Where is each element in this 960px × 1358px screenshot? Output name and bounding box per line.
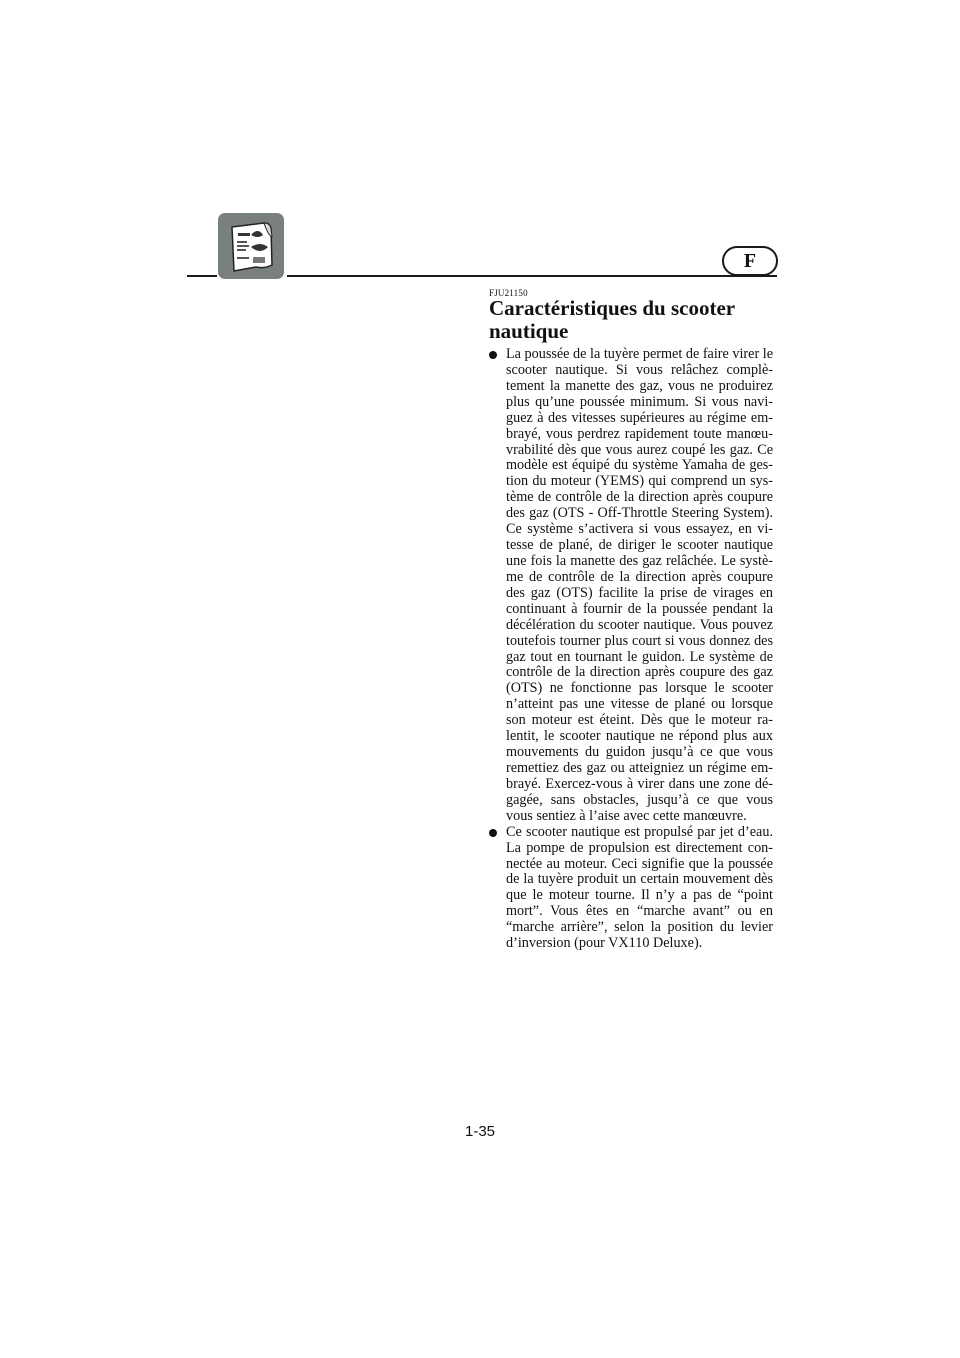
list-item-text: Ce scooter nautique est propulsé par jet d’eau. La pompe de propulsion est directement con-nectée au moteur. Ceci signifie que la poussée de la tuyère produit un certain mouvement dès que le moteur tourne. Il n’y a pas de “point mort”. Vous êtes en “marche avant” ou en “marche arrière”, selon la position du levier d’inversion (pour VX110 Deluxe). <box>506 823 773 952</box>
header-rule-left <box>187 275 217 277</box>
list-item-text: La poussée de la tuyère permet de faire virer le scooter nautique. Si vous relâchez complè-tement la manette des gaz, vous ne produirez plus qu’une poussée minimum. Si vous navi-guez à des vitesses supérieures au régime em-brayé, vous perdrez rapidement toute manœu-vrabilité dès que vous aurez coupé les gaz. Ce modèle est équipé du système Yamaha de ges-tion du moteur (YEMS) qui comprend un sys-tème de contrôle de la direction après coupure des gaz (OTS - Off-Throttle Steering System). Ce système s’activera si vous essayez, en vi-tesse de plané, de diriger le scooter nautique une fois la manette des gaz relâchée. Le systè-me de contrôle de la direction après coupure des gaz (OTS) facilite la prise de virages en continuant à fournir de la poussée pendant la décélération du scooter nautique. Vous pouvez toutefois tourner plus court si vous donnez des gaz tout en tournant le guidon. Le système de contrôle de la direction après coupure des gaz (OTS) ne fonctionne pas lorsque le scooter n’atteint pas une vitesse de plané ou lorsque son moteur est éteint. Dès que le moteur ra-lentit, le scooter nautique ne répond plus aux mouvements du guidon jusqu’à ce que vous remettiez des gaz ou atteigniez un régime em-brayé. Exercez-vous à virer dans une zone dé-gagée, sans obstacles, jusqu’à ce que vous vous sentiez à l’aise avec cette manœuvre. <box>506 346 773 824</box>
page-number: 1-35 <box>464 1123 496 1140</box>
header-rule-right <box>287 275 777 277</box>
section-code: FJU21150 <box>489 288 528 298</box>
manual-book-icon <box>218 213 284 279</box>
section-title-line-2: nautique <box>489 319 569 343</box>
section-title <box>489 297 779 343</box>
section-title-line-1: Caractéristiques du scooter <box>489 296 736 320</box>
feature-list <box>489 347 773 952</box>
bullet-icon <box>489 829 497 837</box>
list-item <box>489 825 773 952</box>
language-badge: F <box>722 246 778 276</box>
bullet-icon <box>489 351 497 359</box>
list-item <box>489 347 773 825</box>
